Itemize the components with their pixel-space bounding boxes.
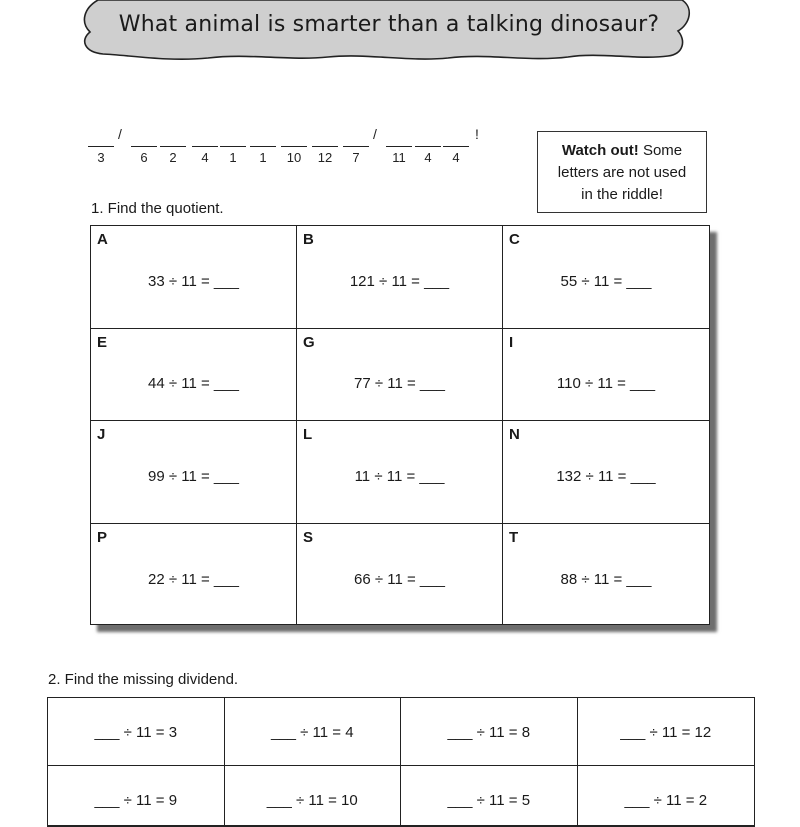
watch-out-text-2: letters are not used [557, 164, 687, 181]
watch-out-note [537, 131, 707, 213]
blank-number: 4 [201, 150, 209, 165]
blank-number: 2 [169, 150, 177, 165]
division-problem[interactable]: ___ ÷ 11 = 2 [624, 792, 708, 809]
section-1-label: 1. Find the quotient. [91, 200, 224, 217]
division-problem[interactable]: 110 ÷ 11 = ___ [556, 375, 656, 392]
blank-number: 3 [97, 150, 105, 165]
blank-number: 1 [229, 150, 237, 165]
division-problem[interactable]: 132 ÷ 11 = ___ [556, 468, 656, 485]
division-problem[interactable]: 88 ÷ 11 = ___ [560, 571, 652, 588]
quotient-cell [503, 421, 709, 524]
quotient-cell [503, 226, 709, 329]
answer-blank[interactable] [88, 130, 114, 165]
cell-letter: L [303, 426, 313, 443]
quotient-cell [91, 226, 297, 329]
dividend-cell [225, 698, 402, 766]
answer-blank[interactable] [343, 130, 369, 165]
answer-blank[interactable] [415, 130, 441, 165]
division-problem[interactable]: ___ ÷ 11 = 3 [94, 724, 178, 741]
dividend-cell [48, 698, 225, 766]
blank-number: 12 [317, 150, 333, 165]
division-problem[interactable]: 66 ÷ 11 = ___ [354, 571, 445, 588]
riddle-question: What animal is smarter than a talking dinosaur? [118, 12, 660, 37]
blank-number: 4 [424, 150, 432, 165]
division-problem[interactable]: ___ ÷ 11 = 12 [620, 724, 712, 741]
quotient-cell [503, 524, 709, 624]
answer-blank[interactable] [386, 130, 412, 165]
division-problem[interactable]: 99 ÷ 11 = ___ [148, 468, 239, 485]
quotient-cell [297, 329, 503, 421]
division-problem[interactable]: 33 ÷ 11 = ___ [148, 273, 239, 290]
answer-blank[interactable] [312, 130, 338, 165]
blank-number: 10 [286, 150, 302, 165]
answer-blank[interactable] [192, 130, 218, 165]
division-problem[interactable]: ___ ÷ 11 = 5 [447, 792, 531, 809]
dividend-cell [225, 766, 402, 826]
quotient-cell [297, 524, 503, 624]
quotient-cell [91, 329, 297, 421]
division-problem[interactable]: ___ ÷ 11 = 8 [447, 724, 531, 741]
blank-number: 6 [140, 150, 148, 165]
watch-out-heading: Watch out! [561, 142, 639, 159]
division-problem[interactable]: 11 ÷ 11 = ___ [354, 468, 445, 485]
blank-number: 11 [392, 150, 406, 165]
answer-blank[interactable] [220, 130, 246, 165]
cell-letter: A [97, 231, 108, 248]
quotient-cell [91, 524, 297, 624]
cell-letter: P [97, 529, 108, 546]
answer-blank[interactable] [160, 130, 186, 165]
cell-letter: N [509, 426, 520, 443]
division-problem[interactable]: 121 ÷ 11 = ___ [349, 273, 450, 290]
dividend-cell [401, 698, 578, 766]
answer-blank[interactable] [131, 130, 157, 165]
cell-letter: G [303, 334, 315, 351]
answer-blank[interactable] [250, 130, 276, 165]
division-problem[interactable]: 44 ÷ 11 = ___ [148, 375, 239, 392]
title-banner [78, 0, 700, 62]
cell-letter: T [509, 529, 519, 546]
quotient-cell [503, 329, 709, 421]
dividend-grid [47, 697, 755, 827]
watch-out-text-1: Some [638, 142, 683, 159]
division-problem[interactable]: 77 ÷ 11 = ___ [354, 375, 445, 392]
answer-blank[interactable] [443, 130, 469, 165]
dividend-cell [578, 766, 755, 826]
end-mark: ! [475, 126, 479, 142]
cell-letter: S [303, 529, 314, 546]
cell-letter: J [97, 426, 106, 443]
dividend-cell [401, 766, 578, 826]
word-separator: / [373, 126, 377, 142]
division-problem[interactable]: ___ ÷ 11 = 4 [270, 724, 354, 741]
cell-letter: E [97, 334, 108, 351]
section-2-label: 2. Find the missing dividend. [48, 671, 239, 688]
division-problem[interactable]: ___ ÷ 11 = 9 [94, 792, 178, 809]
quotient-cell [297, 421, 503, 524]
quotient-grid [90, 225, 710, 625]
blank-number: 7 [352, 150, 360, 165]
division-problem[interactable]: ___ ÷ 11 = 10 [266, 792, 358, 809]
quotient-cell [297, 226, 503, 329]
cell-letter: I [509, 334, 514, 351]
blank-number: 1 [259, 150, 267, 165]
watch-out-text-3: in the riddle! [581, 186, 663, 203]
word-separator: / [118, 126, 122, 142]
answer-blank[interactable] [281, 130, 307, 165]
division-problem[interactable]: 55 ÷ 11 = ___ [560, 273, 652, 290]
cell-letter: C [509, 231, 520, 248]
division-problem[interactable]: 22 ÷ 11 = ___ [148, 571, 239, 588]
cell-letter: B [303, 231, 314, 248]
dividend-cell [48, 766, 225, 826]
blank-number: 4 [452, 150, 460, 165]
quotient-cell [91, 421, 297, 524]
dividend-cell [578, 698, 755, 766]
